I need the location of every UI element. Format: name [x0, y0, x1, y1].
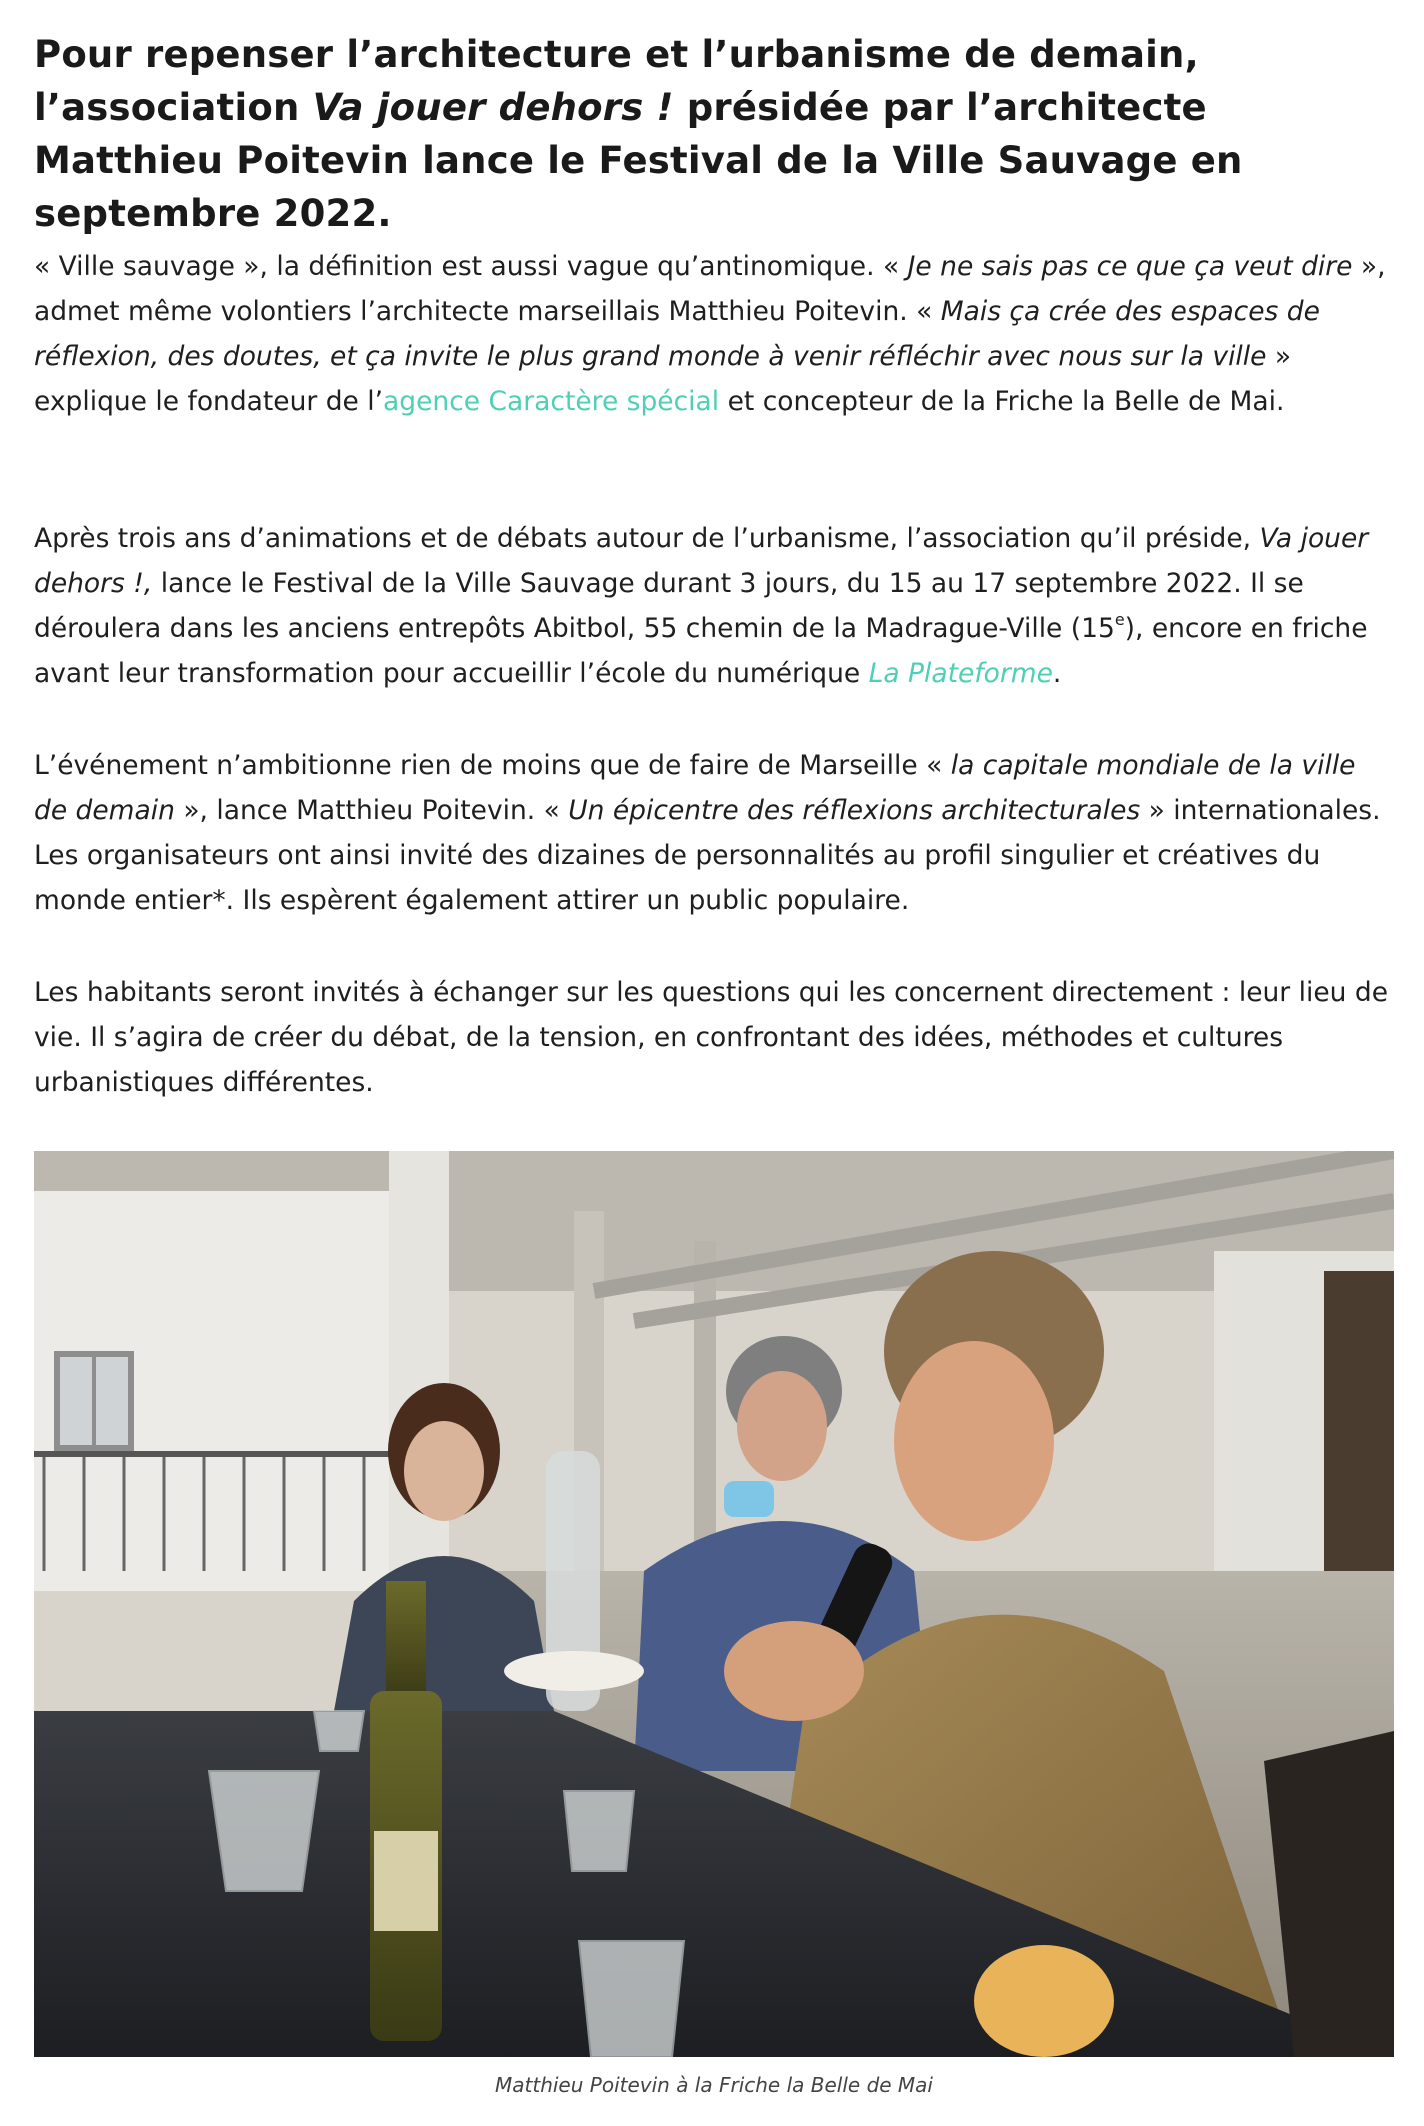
agence-caractere-special-link[interactable]: agence Caractère spécial: [383, 386, 720, 417]
paragraph-1: [34, 244, 1394, 424]
text-span: L’événement n’ambitionne rien de moins que de faire de Marseille «: [34, 750, 951, 781]
article-lead: [34, 28, 1394, 240]
text-span: », admet même volontiers l’architecte marseillais Matthieu Poitevin. «: [34, 251, 1386, 327]
quote-span: Un épicentre des réflexions architecturales: [568, 795, 1141, 826]
text-span: lance le Festival de la Ville Sauvage durant 3 jours, du 15 au 17 septembre 2022. Il se déroulera dans les anciens entrepôts Abitbol, 55 chemin de la Madrague-Ville (15: [34, 568, 1304, 644]
association-name: Va jouer dehors !,: [34, 523, 1369, 599]
quote-span: Je ne sais pas ce que ça veut dire: [907, 251, 1353, 282]
lead-text-end: présidée par l’architecte Matthieu Poitevin lance le Festival de la Ville Sauvage en septembre 2022.: [34, 86, 1243, 235]
photo-caption: Matthieu Poitevin à la Friche la Belle de Mai: [495, 2073, 933, 2097]
lead-text: Pour repenser l’architecture et l’urbanisme de demain, l’association: [34, 33, 1199, 129]
la-plateforme-link[interactable]: [869, 658, 1053, 689]
text-span: et concepteur de la Friche la Belle de Mai.: [719, 386, 1285, 417]
quote-span: la capitale mondiale de la ville de demain: [34, 750, 1356, 826]
text-span: ), encore en friche avant leur transformation pour accueillir l’école du numérique: [34, 613, 1368, 689]
paragraph-4: Les habitants seront invités à échanger sur les questions qui les concernent directement : leur lieu de vie. Il s’agira de créer du débat, de la tension, en confrontant des idées, méthodes et cultures urbanistiques différentes.: [34, 977, 1388, 1098]
text-span: » explique le fondateur de l’: [34, 341, 1292, 417]
la-plateforme-link-label: La Plateforme: [868, 658, 1053, 689]
superscript: e: [1114, 610, 1125, 630]
text-span: », lance Matthieu Poitevin. «: [174, 795, 569, 826]
photo-matthieu-poitevin: [34, 1151, 1394, 2057]
text-span: Après trois ans d’animations et de débats autour de l’urbanisme, l’association qu’il préside,: [34, 523, 1260, 554]
paragraph-2: [34, 516, 1394, 696]
paragraph-3: [34, 743, 1394, 923]
photo-illustration: [34, 1151, 1394, 2057]
lead-association-name: Va jouer dehors !: [312, 86, 674, 129]
quote-span: Mais ça crée des espaces de réflexion, des doutes, et ça invite le plus grand monde à venir réfléchir avec nous sur la ville: [34, 296, 1320, 372]
text-span: .: [1052, 658, 1062, 689]
text-span: « Ville sauvage », la définition est aussi vague qu’antinomique. «: [34, 251, 908, 282]
text-span: » internationales. Les organisateurs ont ainsi invité des dizaines de personnalités au profil singulier et créatives du monde entier*. Ils espèrent également attirer un public populaire.: [34, 795, 1381, 916]
